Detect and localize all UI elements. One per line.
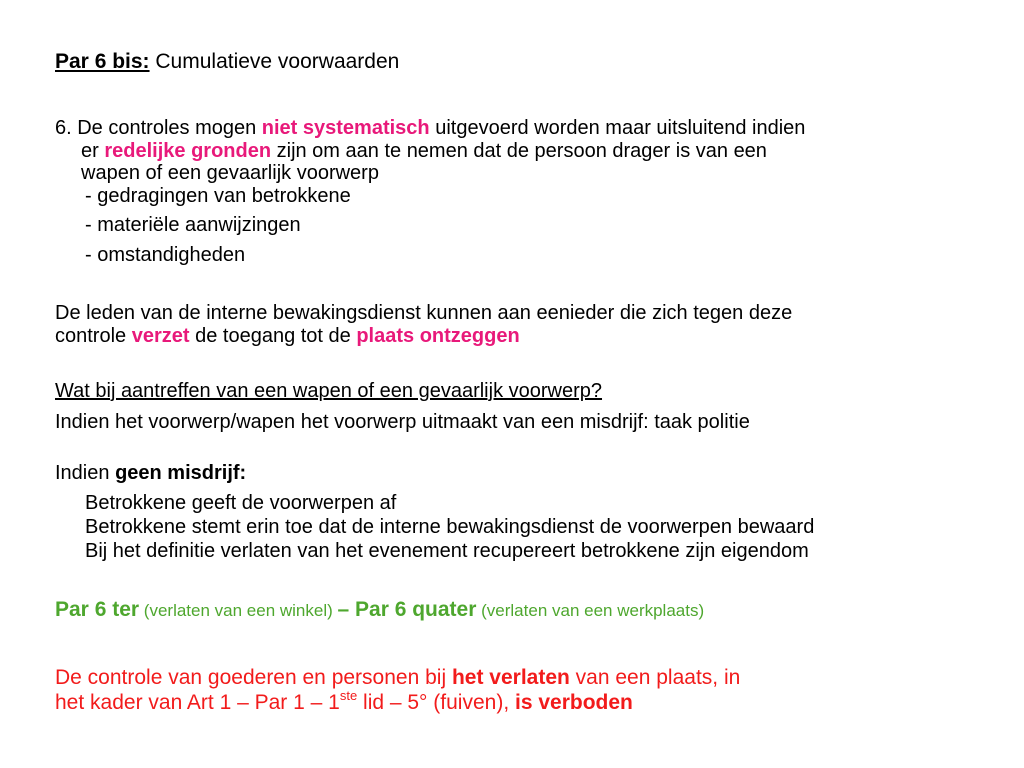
text: Indien (55, 462, 116, 484)
text: van een plaats, in (569, 666, 741, 689)
list-item: Betrokkene stemt erin toe dat de interne bewakingsdienst de voorwerpen bewaard (85, 516, 815, 538)
text: lid – 5° (fuiven), (357, 691, 515, 714)
wapen-line: Indien het voorwerp/wapen het voorwerp uitmaakt van een misdrijf: taak politie (55, 411, 750, 433)
bold-is-verboden: is verboden (515, 691, 633, 714)
par6-ter-desc: (verlaten van een winkel) (139, 601, 338, 620)
list-item: Betrokkene geeft de voorwerpen af (85, 492, 397, 514)
par6-line-1 (55, 117, 805, 140)
list-item: - materiële aanwijzingen (85, 214, 301, 236)
superscript-ste: ste (339, 688, 358, 703)
text: 6. De controles mogen (55, 117, 262, 139)
par6-quater-label: – Par 6 quater (337, 598, 477, 621)
highlight-verzet: verzet (131, 325, 190, 347)
par6-ter-quater (55, 598, 704, 622)
title-text: Cumulatieve voorwaarden (149, 50, 400, 73)
page-title (55, 50, 399, 73)
par6-line-3: wapen of een gevaarlijk voorwerp (81, 162, 379, 184)
geen-misdrijf-heading (55, 462, 246, 485)
list-item: - gedragingen van betrokkene (85, 185, 351, 207)
highlight-redelijke-gronden: redelijke gronden (104, 140, 272, 162)
bold-het-verlaten: het verlaten (451, 666, 570, 689)
controle-line-1 (55, 666, 740, 689)
title-par-label: Par 6 bis: (55, 50, 150, 73)
highlight-plaats-ontzeggen: plaats ontzeggen (356, 325, 520, 347)
bold-geen-misdrijf: geen misdrijf: (115, 462, 247, 484)
par6-ter-label: Par 6 ter (55, 598, 140, 621)
text: er (81, 140, 105, 162)
par6-line-2 (81, 140, 767, 163)
list-item: - omstandigheden (85, 244, 246, 266)
par6-quater-desc: (verlaten van een werkplaats) (476, 601, 705, 620)
list-item: Bij het definitie verlaten van het evenement recupereert betrokkene zijn eigendom (85, 540, 809, 562)
wapen-title: Wat bij aantreffen van een wapen of een gevaarlijk voorwerp? (55, 380, 603, 402)
text: zijn om aan te nemen dat de persoon drager is van een (271, 140, 767, 162)
text: het kader van Art 1 – Par 1 – 1 (55, 691, 340, 714)
text: uitgevoerd worden maar uitsluitend indien (429, 117, 806, 139)
text: De controle van goederen en personen bij (55, 666, 452, 689)
text: de toegang tot de (189, 325, 357, 347)
leden-line-1: De leden van de interne bewakingsdienst kunnen aan eenieder die zich tegen deze (55, 302, 793, 324)
text: controle (55, 325, 132, 347)
highlight-niet-systematisch: niet systematisch (261, 117, 430, 139)
leden-line-2 (55, 325, 520, 348)
controle-line-2 (55, 688, 633, 714)
